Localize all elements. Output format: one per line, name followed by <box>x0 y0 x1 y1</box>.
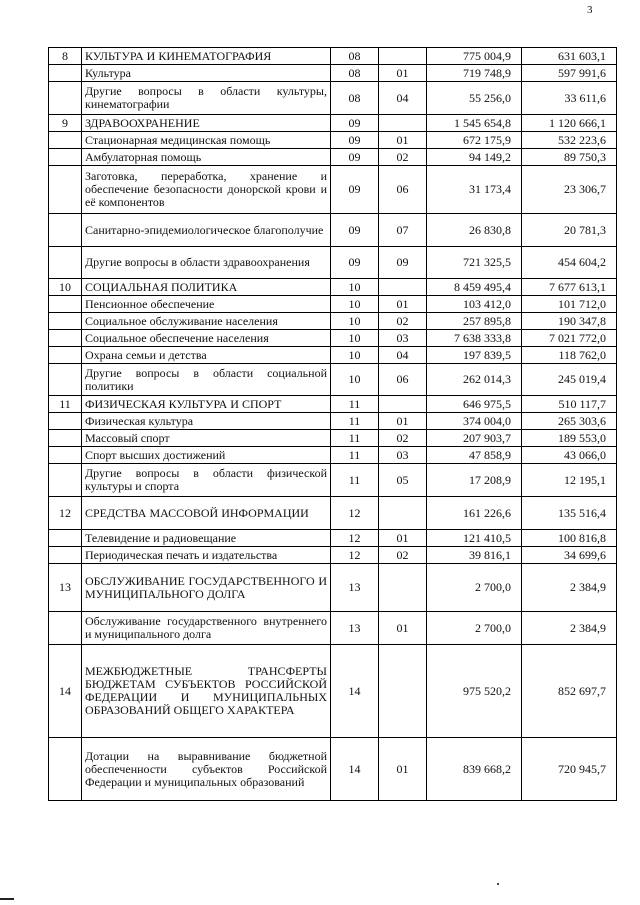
subsection-code-cell <box>379 497 427 530</box>
row-number-cell: 10 <box>49 279 82 296</box>
subsection-code-cell: 04 <box>379 347 427 364</box>
actual-amount-cell: 454 604,2 <box>522 247 617 279</box>
table-row <box>49 430 617 447</box>
row-number-cell: 12 <box>49 497 82 530</box>
section-code-cell: 10 <box>331 330 379 347</box>
section-code-cell: 09 <box>331 166 379 214</box>
item-name-cell: Пенсионное обеспечение <box>82 296 331 313</box>
section-code-cell: 13 <box>331 564 379 612</box>
planned-amount-cell: 161 226,6 <box>427 497 522 530</box>
row-number-cell <box>49 330 82 347</box>
subsection-code-cell: 01 <box>379 296 427 313</box>
row-number-cell <box>49 347 82 364</box>
planned-amount-cell: 672 175,9 <box>427 132 522 149</box>
section-code-cell: 11 <box>331 396 379 413</box>
row-number-cell <box>49 65 82 82</box>
planned-amount-cell: 775 004,9 <box>427 48 522 65</box>
subsection-code-cell: 03 <box>379 330 427 347</box>
item-name-cell: Социальное обслуживание населения <box>82 313 331 330</box>
item-name-cell: Культура <box>82 65 331 82</box>
table-row <box>49 564 617 612</box>
row-number-cell <box>49 82 82 115</box>
planned-amount-cell: 94 149,2 <box>427 149 522 166</box>
row-number-cell <box>49 313 82 330</box>
row-number-cell <box>49 214 82 247</box>
actual-amount-cell: 265 303,6 <box>522 413 617 430</box>
section-code-cell: 10 <box>331 296 379 313</box>
planned-amount-cell: 8 459 495,4 <box>427 279 522 296</box>
subsection-code-cell <box>379 115 427 132</box>
subsection-code-cell: 05 <box>379 464 427 497</box>
table-row <box>49 279 617 296</box>
planned-amount-cell: 47 858,9 <box>427 447 522 464</box>
actual-amount-cell: 23 306,7 <box>522 166 617 214</box>
planned-amount-cell: 262 014,3 <box>427 364 522 396</box>
subsection-code-cell: 06 <box>379 364 427 396</box>
subsection-code-cell <box>379 279 427 296</box>
planned-amount-cell: 31 173,4 <box>427 166 522 214</box>
table-row <box>49 364 617 396</box>
actual-amount-cell: 12 195,1 <box>522 464 617 497</box>
item-name-cell: Другие вопросы в области социальной политики <box>82 364 331 396</box>
table-row <box>49 132 617 149</box>
table-row <box>49 313 617 330</box>
table-row <box>49 166 617 214</box>
table-row <box>49 65 617 82</box>
section-code-cell: 14 <box>331 645 379 738</box>
row-number-cell <box>49 464 82 497</box>
section-code-cell: 10 <box>331 347 379 364</box>
subsection-code-cell: 02 <box>379 547 427 564</box>
row-number-cell: 14 <box>49 645 82 738</box>
item-name-cell: Социальное обеспечение населения <box>82 330 331 347</box>
planned-amount-cell: 121 410,5 <box>427 530 522 547</box>
actual-amount-cell: 20 781,3 <box>522 214 617 247</box>
table-row <box>49 738 617 801</box>
section-code-cell: 10 <box>331 279 379 296</box>
item-name-cell: ОБСЛУЖИВАНИЕ ГОСУДАРСТВЕННОГО И МУНИЦИПАЛЬНОГО ДОЛГА <box>82 564 331 612</box>
actual-amount-cell: 631 603,1 <box>522 48 617 65</box>
actual-amount-cell: 2 384,9 <box>522 564 617 612</box>
subsection-code-cell <box>379 564 427 612</box>
row-number-cell <box>49 132 82 149</box>
section-code-cell: 14 <box>331 738 379 801</box>
item-name-cell: Телевидение и радиовещание <box>82 530 331 547</box>
planned-amount-cell: 719 748,9 <box>427 65 522 82</box>
row-number-cell: 11 <box>49 396 82 413</box>
planned-amount-cell: 55 256,0 <box>427 82 522 115</box>
section-code-cell: 09 <box>331 247 379 279</box>
row-number-cell <box>49 430 82 447</box>
table-row <box>49 645 617 738</box>
item-name-cell: Другие вопросы в области культуры, кинематографии <box>82 82 331 115</box>
row-number-cell <box>49 166 82 214</box>
planned-amount-cell: 839 668,2 <box>427 738 522 801</box>
actual-amount-cell: 43 066,0 <box>522 447 617 464</box>
item-name-cell: СРЕДСТВА МАССОВОЙ ИНФОРМАЦИИ <box>82 497 331 530</box>
subsection-code-cell: 01 <box>379 413 427 430</box>
actual-amount-cell: 532 223,6 <box>522 132 617 149</box>
actual-amount-cell: 7 677 613,1 <box>522 279 617 296</box>
item-name-cell: ЗДРАВООХРАНЕНИЕ <box>82 115 331 132</box>
row-number-cell: 8 <box>49 48 82 65</box>
section-code-cell: 09 <box>331 115 379 132</box>
item-name-cell: Массовый спорт <box>82 430 331 447</box>
subsection-code-cell: 03 <box>379 447 427 464</box>
section-code-cell: 11 <box>331 464 379 497</box>
section-code-cell: 10 <box>331 364 379 396</box>
planned-amount-cell: 1 545 654,8 <box>427 115 522 132</box>
planned-amount-cell: 7 638 333,8 <box>427 330 522 347</box>
actual-amount-cell: 135 516,4 <box>522 497 617 530</box>
item-name-cell: Спорт высших достижений <box>82 447 331 464</box>
row-number-cell <box>49 547 82 564</box>
row-number-cell <box>49 149 82 166</box>
row-number-cell: 13 <box>49 564 82 612</box>
item-name-cell: Обслуживание государственного внутреннего и муниципального долга <box>82 612 331 645</box>
table-row <box>49 48 617 65</box>
item-name-cell: Охрана семьи и детства <box>82 347 331 364</box>
table-row <box>49 82 617 115</box>
section-code-cell: 11 <box>331 430 379 447</box>
section-code-cell: 08 <box>331 65 379 82</box>
subsection-code-cell: 02 <box>379 313 427 330</box>
row-number-cell <box>49 413 82 430</box>
row-number-cell <box>49 447 82 464</box>
actual-amount-cell: 2 384,9 <box>522 612 617 645</box>
section-code-cell: 11 <box>331 447 379 464</box>
row-number-cell <box>49 296 82 313</box>
row-number-cell <box>49 530 82 547</box>
item-name-cell: КУЛЬТУРА И КИНЕМАТОГРАФИЯ <box>82 48 331 65</box>
section-code-cell: 09 <box>331 149 379 166</box>
item-name-cell: Стационарная медицинская помощь <box>82 132 331 149</box>
item-name-cell: ФИЗИЧЕСКАЯ КУЛЬТУРА И СПОРТ <box>82 396 331 413</box>
table-row <box>49 247 617 279</box>
page-number: 3 <box>587 4 593 16</box>
subsection-code-cell: 01 <box>379 530 427 547</box>
planned-amount-cell: 721 325,5 <box>427 247 522 279</box>
section-code-cell: 09 <box>331 132 379 149</box>
table-row <box>49 149 617 166</box>
section-code-cell: 12 <box>331 547 379 564</box>
subsection-code-cell: 07 <box>379 214 427 247</box>
section-code-cell: 08 <box>331 48 379 65</box>
planned-amount-cell: 17 208,9 <box>427 464 522 497</box>
item-name-cell: СОЦИАЛЬНАЯ ПОЛИТИКА <box>82 279 331 296</box>
item-name-cell: Периодическая печать и издательства <box>82 547 331 564</box>
subsection-code-cell <box>379 396 427 413</box>
row-number-cell: 9 <box>49 115 82 132</box>
planned-amount-cell: 103 412,0 <box>427 296 522 313</box>
table-row <box>49 447 617 464</box>
subsection-code-cell: 01 <box>379 612 427 645</box>
subsection-code-cell: 01 <box>379 132 427 149</box>
planned-amount-cell: 374 004,0 <box>427 413 522 430</box>
section-code-cell: 12 <box>331 530 379 547</box>
subsection-code-cell: 02 <box>379 149 427 166</box>
item-name-cell: Физическая культура <box>82 413 331 430</box>
subsection-code-cell: 09 <box>379 247 427 279</box>
row-number-cell <box>49 364 82 396</box>
planned-amount-cell: 2 700,0 <box>427 564 522 612</box>
actual-amount-cell: 190 347,8 <box>522 313 617 330</box>
actual-amount-cell: 852 697,7 <box>522 645 617 738</box>
actual-amount-cell: 720 945,7 <box>522 738 617 801</box>
item-name-cell: Дотации на выравнивание бюджетной обеспеченности субъектов Российской Федерации и муниципальных образований <box>82 738 331 801</box>
actual-amount-cell: 89 750,3 <box>522 149 617 166</box>
section-code-cell: 10 <box>331 313 379 330</box>
actual-amount-cell: 245 019,4 <box>522 364 617 396</box>
table-row <box>49 413 617 430</box>
actual-amount-cell: 100 816,8 <box>522 530 617 547</box>
table-row <box>49 530 617 547</box>
table-row <box>49 396 617 413</box>
actual-amount-cell: 101 712,0 <box>522 296 617 313</box>
item-name-cell: Амбулаторная помощь <box>82 149 331 166</box>
actual-amount-cell: 118 762,0 <box>522 347 617 364</box>
actual-amount-cell: 510 117,7 <box>522 396 617 413</box>
subsection-code-cell: 01 <box>379 738 427 801</box>
table-row <box>49 497 617 530</box>
planned-amount-cell: 257 895,8 <box>427 313 522 330</box>
row-number-cell <box>49 247 82 279</box>
planned-amount-cell: 39 816,1 <box>427 547 522 564</box>
item-name-cell: Санитарно-эпидемиологическое благополучие <box>82 214 331 247</box>
actual-amount-cell: 597 991,6 <box>522 65 617 82</box>
actual-amount-cell: 189 553,0 <box>522 430 617 447</box>
item-name-cell: Заготовка, переработка, хранение и обеспечение безопасности донорской крови и её компонентов <box>82 166 331 214</box>
table-row <box>49 115 617 132</box>
section-code-cell: 08 <box>331 82 379 115</box>
actual-amount-cell: 34 699,6 <box>522 547 617 564</box>
budget-table <box>48 47 617 801</box>
section-code-cell: 13 <box>331 612 379 645</box>
planned-amount-cell: 975 520,2 <box>427 645 522 738</box>
table-row <box>49 547 617 564</box>
table-row <box>49 347 617 364</box>
planned-amount-cell: 646 975,5 <box>427 396 522 413</box>
actual-amount-cell: 33 611,6 <box>522 82 617 115</box>
item-name-cell: Другие вопросы в области физической культуры и спорта <box>82 464 331 497</box>
section-code-cell: 09 <box>331 214 379 247</box>
actual-amount-cell: 7 021 772,0 <box>522 330 617 347</box>
table-row <box>49 214 617 247</box>
table-row <box>49 330 617 347</box>
section-code-cell: 11 <box>331 413 379 430</box>
subsection-code-cell: 02 <box>379 430 427 447</box>
planned-amount-cell: 26 830,8 <box>427 214 522 247</box>
scan-dot <box>497 883 499 885</box>
planned-amount-cell: 2 700,0 <box>427 612 522 645</box>
subsection-code-cell: 01 <box>379 65 427 82</box>
planned-amount-cell: 207 903,7 <box>427 430 522 447</box>
row-number-cell <box>49 738 82 801</box>
item-name-cell: Другие вопросы в области здравоохранения <box>82 247 331 279</box>
planned-amount-cell: 197 839,5 <box>427 347 522 364</box>
scan-edge-mark <box>0 898 14 900</box>
table-row <box>49 296 617 313</box>
table-row <box>49 464 617 497</box>
subsection-code-cell: 06 <box>379 166 427 214</box>
subsection-code-cell <box>379 645 427 738</box>
table-row <box>49 612 617 645</box>
subsection-code-cell <box>379 48 427 65</box>
actual-amount-cell: 1 120 666,1 <box>522 115 617 132</box>
section-code-cell: 12 <box>331 497 379 530</box>
subsection-code-cell: 04 <box>379 82 427 115</box>
item-name-cell: МЕЖБЮДЖЕТНЫЕ ТРАНСФЕРТЫ БЮДЖЕТАМ СУБЪЕКТОВ РОССИЙСКОЙ ФЕДЕРАЦИИ И МУНИЦИПАЛЬНЫХ ОБРАЗОВАНИЙ ОБЩЕГО ХАРАКТЕРА <box>82 645 331 738</box>
row-number-cell <box>49 612 82 645</box>
